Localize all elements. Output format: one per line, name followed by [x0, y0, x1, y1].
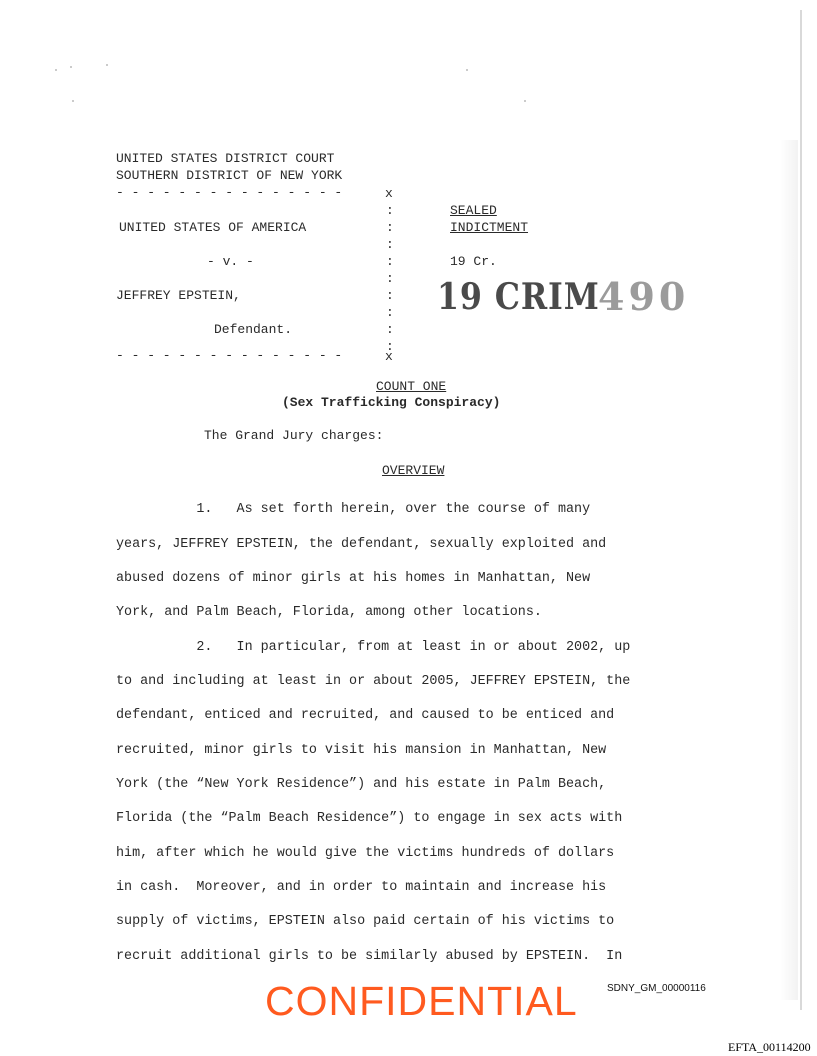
indictment-label: INDICTMENT: [450, 220, 529, 235]
case-number-stamp: 19 CRIM: [437, 276, 600, 318]
scan-speck: [106, 64, 108, 66]
sealed-label: SEALED: [450, 203, 497, 218]
body-line: to and including at least in or about 2005, JEFFREY EPSTEIN, the: [116, 674, 631, 689]
defendant-label: Defendant.: [214, 322, 293, 337]
scan-speck: [70, 66, 72, 68]
body-line: him, after which he would give the victims hundreds of dollars: [116, 846, 615, 861]
efta-number: EFTA_00114200: [728, 1040, 811, 1054]
body-line: recruit additional girls to be similarly abused by EPSTEIN. In: [116, 949, 623, 964]
caption-colon: :: [386, 322, 394, 337]
body-line: York, and Palm Beach, Florida, among other locations.: [116, 605, 542, 620]
body-line: 2. In particular, from at least in or about 2002, up: [116, 640, 631, 655]
bates-number: SDNY_GM_00000116: [607, 983, 706, 994]
scan-speck: [524, 100, 526, 102]
body-line: in cash. Moreover, and in order to maintain and increase his: [116, 880, 607, 895]
caption-x-bottom: x: [385, 349, 393, 364]
body-line: 1. As set forth herein, over the course of many: [116, 502, 591, 517]
party-plaintiff: UNITED STATES OF AMERICA: [119, 220, 307, 235]
body-line: supply of victims, EPSTEIN also paid certain of his victims to: [116, 914, 615, 929]
caption-colon: :: [386, 271, 394, 286]
caption-colon: :: [386, 339, 394, 354]
scan-edge-line: [800, 10, 802, 1010]
case-number-stamp-digits: 490: [598, 274, 690, 319]
count-subtitle: (Sex Trafficking Conspiracy): [282, 395, 501, 410]
body-line: years, JEFFREY EPSTEIN, the defendant, sexually exploited and: [116, 537, 607, 552]
caption-bottom-rule: - - - - - - - - - - - - - - -: [116, 348, 343, 363]
court-name-line1: UNITED STATES DISTRICT COURT: [116, 151, 335, 166]
court-name-line2: SOUTHERN DISTRICT OF NEW YORK: [116, 168, 343, 183]
body-line: Florida (the “Palm Beach Residence”) to engage in sex acts with: [116, 811, 623, 826]
body-line: York (the “New York Residence”) and his estate in Palm Beach,: [116, 777, 607, 792]
caption-colon: :: [386, 203, 394, 218]
count-title: COUNT ONE: [376, 379, 447, 394]
section-heading: OVERVIEW: [382, 463, 445, 478]
case-number-prefix: 19 Cr.: [450, 254, 497, 269]
scan-speck: [55, 69, 57, 71]
versus-label: - v. -: [207, 254, 254, 269]
body-line: recruited, minor girls to visit his mansion in Manhattan, New: [116, 743, 607, 758]
body-line: defendant, enticed and recruited, and caused to be enticed and: [116, 708, 615, 723]
caption-x-top: x: [385, 186, 393, 201]
caption-top-rule: - - - - - - - - - - - - - - -: [116, 185, 343, 200]
caption-colon: :: [386, 254, 394, 269]
scan-speck: [72, 100, 74, 102]
scan-speck: [466, 69, 468, 71]
party-defendant: JEFFREY EPSTEIN,: [116, 288, 241, 303]
scan-edge-shadow: [780, 140, 798, 1000]
caption-colon: :: [386, 237, 394, 252]
caption-colon: :: [386, 288, 394, 303]
grand-jury-line: The Grand Jury charges:: [204, 428, 384, 443]
caption-colon: :: [386, 220, 394, 235]
caption-colon: :: [386, 305, 394, 320]
body-line: abused dozens of minor girls at his homes in Manhattan, New: [116, 571, 591, 586]
confidential-watermark: CONFIDENTIAL: [265, 978, 578, 1024]
